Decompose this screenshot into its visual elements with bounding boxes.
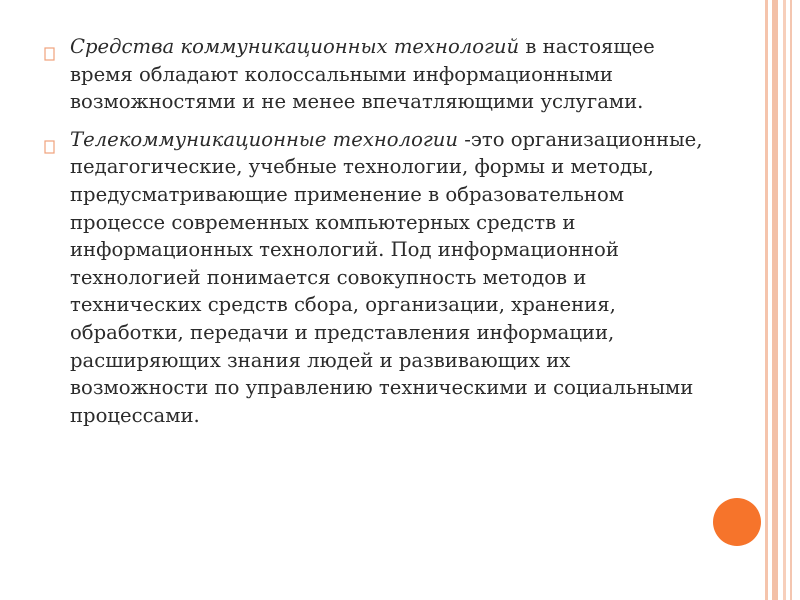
decorative-circle [713, 498, 761, 546]
bullet-text: в настоящее время обладают колоссальными информационными возможностями и не менее впечатляющими услугами. [70, 35, 655, 114]
decorative-stripe [783, 0, 786, 600]
bullet-item [44, 126, 704, 430]
bullet-item [44, 33, 704, 116]
open-square-bullet-icon [44, 134, 56, 148]
bullet-term: Средства коммуникационных технологий [70, 35, 520, 58]
decorative-stripe [790, 0, 792, 600]
open-square-bullet-icon [44, 41, 56, 55]
decorative-stripe [765, 0, 768, 600]
bullet-term: Телекоммуникационные технологии [70, 127, 459, 151]
bullet-text: -это организационные, педагогические, учебные технологии, формы и методы, предусматривающие применение в образовательном процессе современных компьютерных средств и информационных технологий. Под информационной технологией понимается совокупность методов и технических средств сбора, организации, хранения, обработки, передачи и представления информации, расширяющих знания людей и развивающих их возможности по управлению техническими и социальными процессами. [70, 127, 703, 427]
decorative-stripe [772, 0, 778, 600]
slide-body [44, 33, 704, 439]
